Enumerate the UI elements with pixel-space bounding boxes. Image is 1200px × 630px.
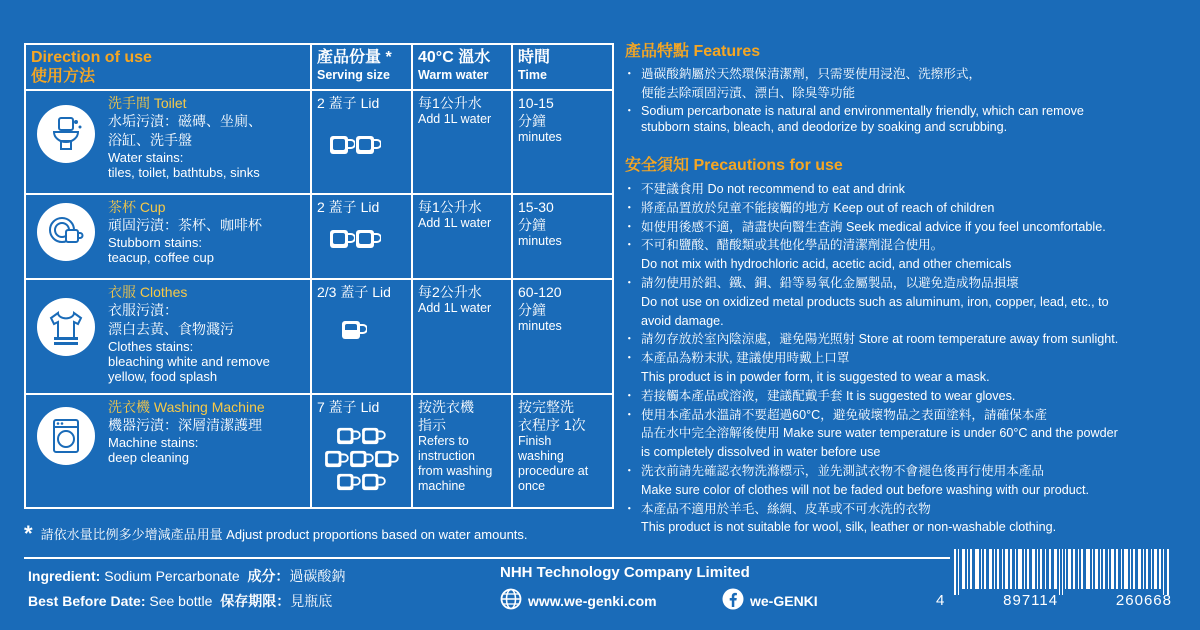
row-zh-line: 浴缸、洗手盤	[108, 132, 192, 148]
list-item	[627, 103, 1187, 135]
table-row	[25, 194, 613, 279]
barcode-part: 4	[936, 592, 946, 609]
bbd-zh-value: 見瓶底	[290, 593, 333, 609]
precaution-line: ・ 使用本產品水溫請不要超過60°C，避免破壞物品之表面塗料，請確保本產	[641, 407, 1047, 422]
precaution-line: Make sure color of clothes will not be faded out before washing with our product.	[641, 482, 1090, 497]
row-title: 洗手間 Toilet	[108, 95, 187, 111]
precautions-title: 安全須知 Precautions for use	[625, 157, 843, 174]
water-zh-text: 每1公升水	[418, 95, 482, 111]
table-row	[25, 279, 613, 394]
cup-icon	[37, 203, 95, 261]
time-cell	[512, 194, 613, 279]
lid-icon	[329, 228, 351, 248]
direction-zh: 使用方法	[31, 68, 96, 85]
time-en-text: procedure at	[518, 464, 589, 478]
precaution-line: Do not mix with hydrochloric acid, acetic acid, and other chemicals	[641, 257, 1012, 272]
ingredient-zh-label: 成分：	[247, 568, 290, 584]
list-item	[627, 406, 1187, 462]
time-zh-text: 分鐘	[518, 217, 546, 233]
time-cell	[512, 394, 613, 508]
ingredient-zh-value: 過碳酸鈉	[289, 568, 346, 584]
serving-zh: 產品份量 *	[317, 49, 392, 66]
facebook-icon	[722, 588, 744, 613]
water-en-text: from washing	[418, 464, 493, 478]
precaution-line: ・ 請勿存放於室內陰涼處，避免陽光照射 Store at room temperature away from sunlight.	[641, 332, 1119, 347]
time-en-text: minutes	[518, 319, 562, 333]
precaution-line: avoid damage.	[641, 313, 724, 328]
globe-icon	[500, 588, 522, 613]
barcode-part: 260668	[1115, 592, 1172, 609]
row-zh-line: 水垢污漬：磁磚、坐廁、	[108, 113, 262, 129]
water-zh-text: 按洗衣機	[418, 399, 474, 415]
time-en-text: Finish	[518, 434, 552, 448]
toilet-icon	[37, 105, 95, 163]
ingredient-info	[28, 566, 345, 586]
row-en-line: Stubborn stains:	[108, 235, 202, 250]
water-cell	[412, 90, 512, 194]
time-num: 60-120	[518, 284, 562, 300]
header-direction	[25, 44, 311, 90]
washing-machine-icon	[37, 407, 95, 465]
footnote-text: 請依水量比例多少增減產品用量 Adjust product proportions based on water amounts.	[40, 527, 528, 542]
lid-icon	[360, 426, 382, 446]
usage-table	[24, 43, 614, 509]
lid-icon	[355, 134, 377, 154]
header-water	[412, 44, 512, 90]
lid-icons	[317, 319, 411, 339]
water-zh: 40°C 溫水	[418, 49, 491, 66]
amount-text: 7 蓋子 Lid	[317, 399, 380, 415]
water-en: Warm water	[418, 68, 489, 82]
time-en-text: washing	[518, 449, 564, 463]
lid-icon	[329, 134, 351, 154]
list-item	[627, 65, 1187, 103]
time-zh-text: 按完整洗	[518, 399, 574, 415]
row-en-line: Machine stains:	[108, 435, 199, 450]
precaution-line: ・ 請勿使用於鋁、鐵、銅、鉛等易氧化金屬製品，以避免造成物品損壞	[641, 275, 1019, 290]
lid-icon	[323, 449, 345, 469]
amount-text: 2 蓋子 Lid	[317, 199, 380, 215]
features-title: 產品特點 Features	[625, 43, 761, 60]
list-item	[627, 349, 1187, 387]
row-zh-line: 漂白去黃、食物濺污	[108, 321, 234, 337]
amount-cell	[311, 194, 412, 279]
lid-icon	[341, 319, 363, 339]
precaution-line: ・ 如使用後感不適，請盡快向醫生查詢 Seek medical advice if you feel uncomfortable.	[641, 219, 1106, 234]
precautions-list	[627, 180, 1187, 537]
water-en-text: Refers to	[418, 434, 469, 448]
barcode-part: 897114	[1003, 592, 1059, 609]
list-item	[627, 500, 1187, 538]
water-zh-text: 每2公升水	[418, 284, 482, 300]
precaution-line: ・ 洗衣前請先確認衣物洗滌標示，並先測試衣物不會褪色後再行使用本產品	[641, 463, 1044, 478]
water-zh-text: 指示	[418, 417, 446, 433]
precaution-line: ・ 將產品置放於兒童不能接觸的地方 Keep out of reach of children	[641, 200, 995, 215]
row-title: 茶杯 Cup	[108, 199, 166, 215]
table-row	[25, 394, 613, 508]
water-en-text: Add 1L water	[418, 216, 492, 230]
lid-icon	[335, 426, 357, 446]
type-cell-clothes	[25, 279, 311, 394]
time-en-text: minutes	[518, 234, 562, 248]
type-cell-toilet	[25, 90, 311, 194]
direction-en: Direction of use	[31, 49, 152, 66]
header-time	[512, 44, 613, 90]
precaution-line: is completely dissolved in water before use	[641, 445, 881, 460]
list-item	[627, 462, 1187, 500]
table-row	[25, 90, 613, 194]
lid-icon	[335, 472, 357, 492]
website-link[interactable]	[500, 588, 657, 613]
feature-line: ・ 過碳酸鈉屬於天然環保清潔劑，只需要使用浸泡、洗擦形式，	[641, 67, 982, 81]
time-num: 10-15	[518, 95, 554, 111]
time-en: Time	[518, 68, 547, 82]
lid-icons	[317, 426, 393, 492]
serving-en: Serving size	[317, 68, 390, 82]
list-item	[627, 274, 1187, 330]
list-item	[627, 330, 1187, 349]
lid-icons	[317, 228, 399, 248]
water-zh-text: 每1公升水	[418, 199, 482, 215]
list-item	[627, 236, 1187, 274]
water-cell	[412, 394, 512, 508]
row-title: 衣服 Clothes	[108, 284, 188, 300]
website-text: www.we-genki.com	[528, 592, 657, 609]
amount-text: 2/3 蓋子 Lid	[317, 284, 391, 300]
feature-line: ・ Sodium percarbonate is natural and environmentally friendly, which can remove	[641, 103, 1084, 118]
amount-cell	[311, 90, 412, 194]
amount-cell	[311, 394, 412, 508]
precaution-line: ・ 本產品為粉末狀, 建議使用時戴上口罩	[641, 351, 850, 366]
bbd-label: Best Before Date:	[28, 593, 146, 609]
type-cell-washing-machine	[25, 394, 311, 508]
list-item	[627, 180, 1187, 199]
precaution-line: ・ 不建議食用 Do not recommend to eat and drink	[641, 182, 905, 196]
feature-line: stubborn stains, bleach, and deodorize by soaking and scrubbing.	[641, 119, 1008, 134]
precaution-line: ・ 不可和鹽酸、醋酸類或其他化學品的清潔劑混合使用。	[641, 238, 944, 253]
feature-line: 便能去除頑固污漬、漂白、除臭等功能	[641, 85, 856, 100]
row-zh-line: 機器污漬：深層清潔護理	[108, 417, 262, 433]
time-en-text: once	[518, 479, 546, 493]
lid-icon	[373, 449, 395, 469]
list-item	[627, 387, 1187, 406]
precaution-line: ・ 本產品不適用於羊毛、絲綢、皮革或不可水洗的衣物	[641, 501, 931, 516]
facebook-link[interactable]	[722, 588, 818, 613]
water-en-text: Add 1L water	[418, 112, 492, 126]
list-item	[627, 218, 1187, 237]
table-header-row	[25, 44, 613, 90]
barcode-icon	[950, 549, 1176, 595]
precaution-line: 品在水中完全溶解後使用 Make sure water temperature is under 60°C and the powder	[641, 426, 1118, 441]
ingredient-value: Sodium Percarbonate	[100, 568, 240, 584]
clothes-icon	[37, 298, 95, 356]
lid-icon	[348, 449, 370, 469]
row-en-line: yellow, food splash	[108, 369, 218, 384]
row-zh-line: 頑固污漬：茶杯、咖啡杯	[108, 217, 262, 233]
company-name: NHH Technology Company Limited	[500, 564, 750, 581]
time-num: 15-30	[518, 199, 554, 215]
amount-cell	[311, 279, 412, 394]
bbd-zh-label: 保存期限：	[220, 593, 291, 609]
row-en-line: teacup, coffee cup	[108, 250, 215, 265]
row-en-line: deep cleaning	[108, 450, 189, 465]
water-en-text: instruction	[418, 449, 475, 463]
facebook-text: we-GENKI	[750, 592, 818, 609]
features-list	[627, 65, 1187, 135]
header-serving	[311, 44, 412, 90]
barcode-number	[936, 592, 1186, 609]
time-en-text: minutes	[518, 130, 562, 144]
precaution-line: ・ 若接觸本產品或溶液，建議配戴手套 It is suggested to wear gloves.	[641, 388, 1016, 403]
time-zh: 時間	[518, 49, 551, 66]
bbd-value: See bottle	[145, 593, 213, 609]
time-zh-text: 衣程序 1次	[518, 417, 586, 433]
water-cell	[412, 194, 512, 279]
ingredient-label: Ingredient:	[28, 568, 101, 584]
water-cell	[412, 279, 512, 394]
time-cell	[512, 90, 613, 194]
amount-text: 2 蓋子 Lid	[317, 95, 380, 111]
time-zh-text: 分鐘	[518, 302, 546, 318]
row-en-line: Clothes stains:	[108, 339, 194, 354]
type-cell-cup	[25, 194, 311, 279]
lid-icons	[317, 134, 399, 154]
row-en-line: tiles, toilet, bathtubs, sinks	[108, 165, 260, 180]
time-cell	[512, 279, 613, 394]
lid-icon	[360, 472, 382, 492]
footnote	[24, 520, 528, 546]
row-title: 洗衣機 Washing Machine	[108, 399, 265, 415]
row-zh-line: 衣服污漬：	[108, 302, 178, 318]
row-en-line: Water stains:	[108, 150, 184, 165]
precaution-line: This product is not suitable for wool, silk, leather or non-washable clothing.	[641, 520, 1057, 535]
lid-icon	[355, 228, 377, 248]
time-zh-text: 分鐘	[518, 113, 546, 129]
water-en-text: Add 1L water	[418, 301, 492, 315]
best-before-info	[28, 591, 332, 611]
water-en-text: machine	[418, 479, 466, 493]
precaution-line: Do not use on oxidized metal products such as aluminum, iron, copper, lead, etc., to	[641, 294, 1109, 309]
list-item	[627, 199, 1187, 218]
asterisk-icon: *	[24, 520, 33, 546]
precaution-line: This product is in powder form, it is suggested to wear a mask.	[641, 369, 990, 384]
row-en-line: bleaching white and remove	[108, 354, 270, 369]
